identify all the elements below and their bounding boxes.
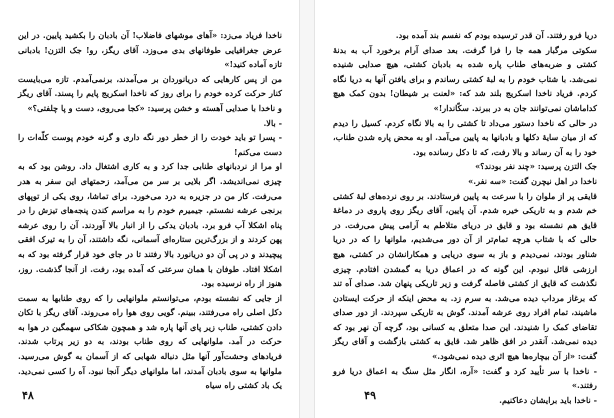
- paragraph: من از پس کارهایی که دریانوردان بر می‌آمدند، برنمی‌آمدم. تازه می‌بایست کنار حرکت کرده خودم را برای روز که ناخدا اسکریج پایم را پسند. آقای ریگز و ناخدا با صدایی آهسته و خشن پرسید: «کجا می‌روی، دست و پا چلفتی؟»: [18, 73, 282, 113]
- paragraph: ناخدا در اهل نیچرن گفت: «سه نفر.»: [468, 175, 597, 186]
- paragraph: - بالا.: [263, 117, 282, 128]
- paragraph: - ناخدا با سر تأیید کرد و گفت: «آره، انگار مثل سنگ به اعماق دریا فرو رفتند.»: [333, 365, 597, 391]
- left-page-text: [18, 28, 282, 393]
- paragraph: در حالی که ناخدا دستور می‌داد تا کشتی را به بالا نگاه کردم. کسیل را دیدم که از میان سایهٔ دکلها و بادبانها به پایین می‌آمد. او به محض پاره شدن طناب، خود را به آن رساند و بالا رفت، که تا دکل رسانده بود.: [333, 117, 597, 157]
- paragraph: - پسرا تو باید خودت را از خطر دور نگه داری و گرنه خودم پوست کلّه‌ات را دست می‌کنم!: [18, 132, 282, 157]
- left-page: [0, 0, 300, 418]
- right-page: [314, 0, 614, 418]
- paragraph: از جایی که نشسته بودم، می‌توانستم ملوانهایی را که روی طنابها به سمت دکل اصلی راه می‌رفتند، ببینم. گویی روی هوا راه می‌روند. آقای ریگز با تکان دادن کشتی، طناب زیر پای آنها پاره شد و همچون شکاکی سهمگین در هوا به حرکت در آمد. ملوانهایی که روی طناب بودند، به دو زیر پرتاب شدند. فریادهای وحشت‌آور آنها مثل دنباله شهابی که از آسمان به گوش می‌رسید. ملوانها به سوی بادبان آمدند، اما ملوانهای دیگر آنجا نبود. آه را کسی نمی‌دید. یک باد کشتی راه سیاه: [18, 292, 282, 391]
- paragraph: ناخدا فریاد می‌زد: «آهای موشهای فاضلاب! آن بادبان را بکشید پایین. در این عرض جغرافیایی طوفانهای بدی می‌وزد. آقای ریگز، رو! جک التزن! بادبانی تازه آماده کنید!»: [18, 30, 282, 70]
- paragraph: جک التزن پرسید: «چند نفر بودند؟»: [475, 161, 597, 172]
- paragraph: دریا فرو رفتند. آن قدر ترسیده بودم که نفسم بند آمده بود.: [395, 30, 597, 40]
- page-number: ۴۹: [364, 389, 376, 402]
- right-page-text: [333, 28, 597, 407]
- paragraph: او مرا از نردبانهای طنابی جدا کرد و به کاری اشتغال داد. روشن بود که به چیزی نمی‌اندیشد. اگر بلایی بر سر من می‌آمد، زحمتهای این سفر به هدر می‌رفت. کار من در جزیره به درد می‌خورد. برای تماشا، روی یکی از توپهای برنجی عرشه نشستم. جیمیرم خودم را به مراسم کندن پنجه‌های تیزش را در پناه اشکلا آب فرو برد. بادبان یدکی را از انبار بالا آوردند. آن را روی عرشه پهن کردند و از بزرگ‌ترین ستاره‌ای آسمانی، نگه داشتند، آن را به تیرک افقی پیچیدند و در پی آن دو دریانورد بالا رفتند تا در جای خود قرار گرفته بود که به اشکلا افتاد. طوفان با همان سرعتی که آمده بود، رفت. از آنجا گذشت. روز، هنوز از راه نرسیده بود.: [18, 161, 282, 289]
- paragraph: قایقی پر از ملوان را با سرعت به پایین فرستادند. بر روی نرده‌های لبهٔ کشتی خم شدم و به تاریکی خیره شدم. آن پایین، آقای ریگز روی پاروی در دماغهٔ قایق هم نشسته بود و قایق در دریای متلاطم به آرامی پیش می‌رفت. در حالی که با شتاب هرچه تمام‌تر از آن دور می‌شدیم، ملوانها را که در دریا شناور بودند، نمی‌دیدم و باز به سوی دریایی و همکارانشان در کشتی، هیچ ارزشی قائل نبودم. این گونه که در اعماق دریا به گمشدن افتادم. چیزی نگذشت که قایق از کشتی فاصله گرفت و زیر تاریکی پنهان شد. صدای آه تند که برغاز مرداب دیده می‌شد. به سرم زد. به محض اینکه از حرکت ایستادن ماشیند، تمام افراد روی عرشه آمدند. گوش به تاریکی سپردند. از دور صدای تقاضای کمک را شنیدند. این صدا متعلق به کسانی بود، گرچه آن نهر بود که دیده نمی‌شد. آنقدر در افق ظاهر شد. قایق به کشتی بازگشت و آقای ریگز گفت: «از آن بیچاره‌ها هیچ اثری دیده نمی‌شود.»: [333, 190, 597, 362]
- paragraph: سکوتی مرگبار همه جا را فرا گرفت. بعد صدای آرام برخورد آب به بدنهٔ کشتی و ضربه‌های طناب پاره شده به بادبان کشتی، هیچ صدایی شنیده نمی‌شد. با شتاب خودم را به لبهٔ کشتی رساندم و برای یافتن آنها به دریا نگاه کردم. فریاد ناخدا اسکریج بلند شد که: «لعنت بر شیطان! بدون کمک هیچ کداماشان نمی‌توانند جان به در ببرند. سکّاندار!»: [333, 44, 597, 113]
- page-number: ۴۸: [22, 389, 34, 402]
- paragraph: - ناخدا باید برایشان دعاکنیم.: [499, 394, 597, 405]
